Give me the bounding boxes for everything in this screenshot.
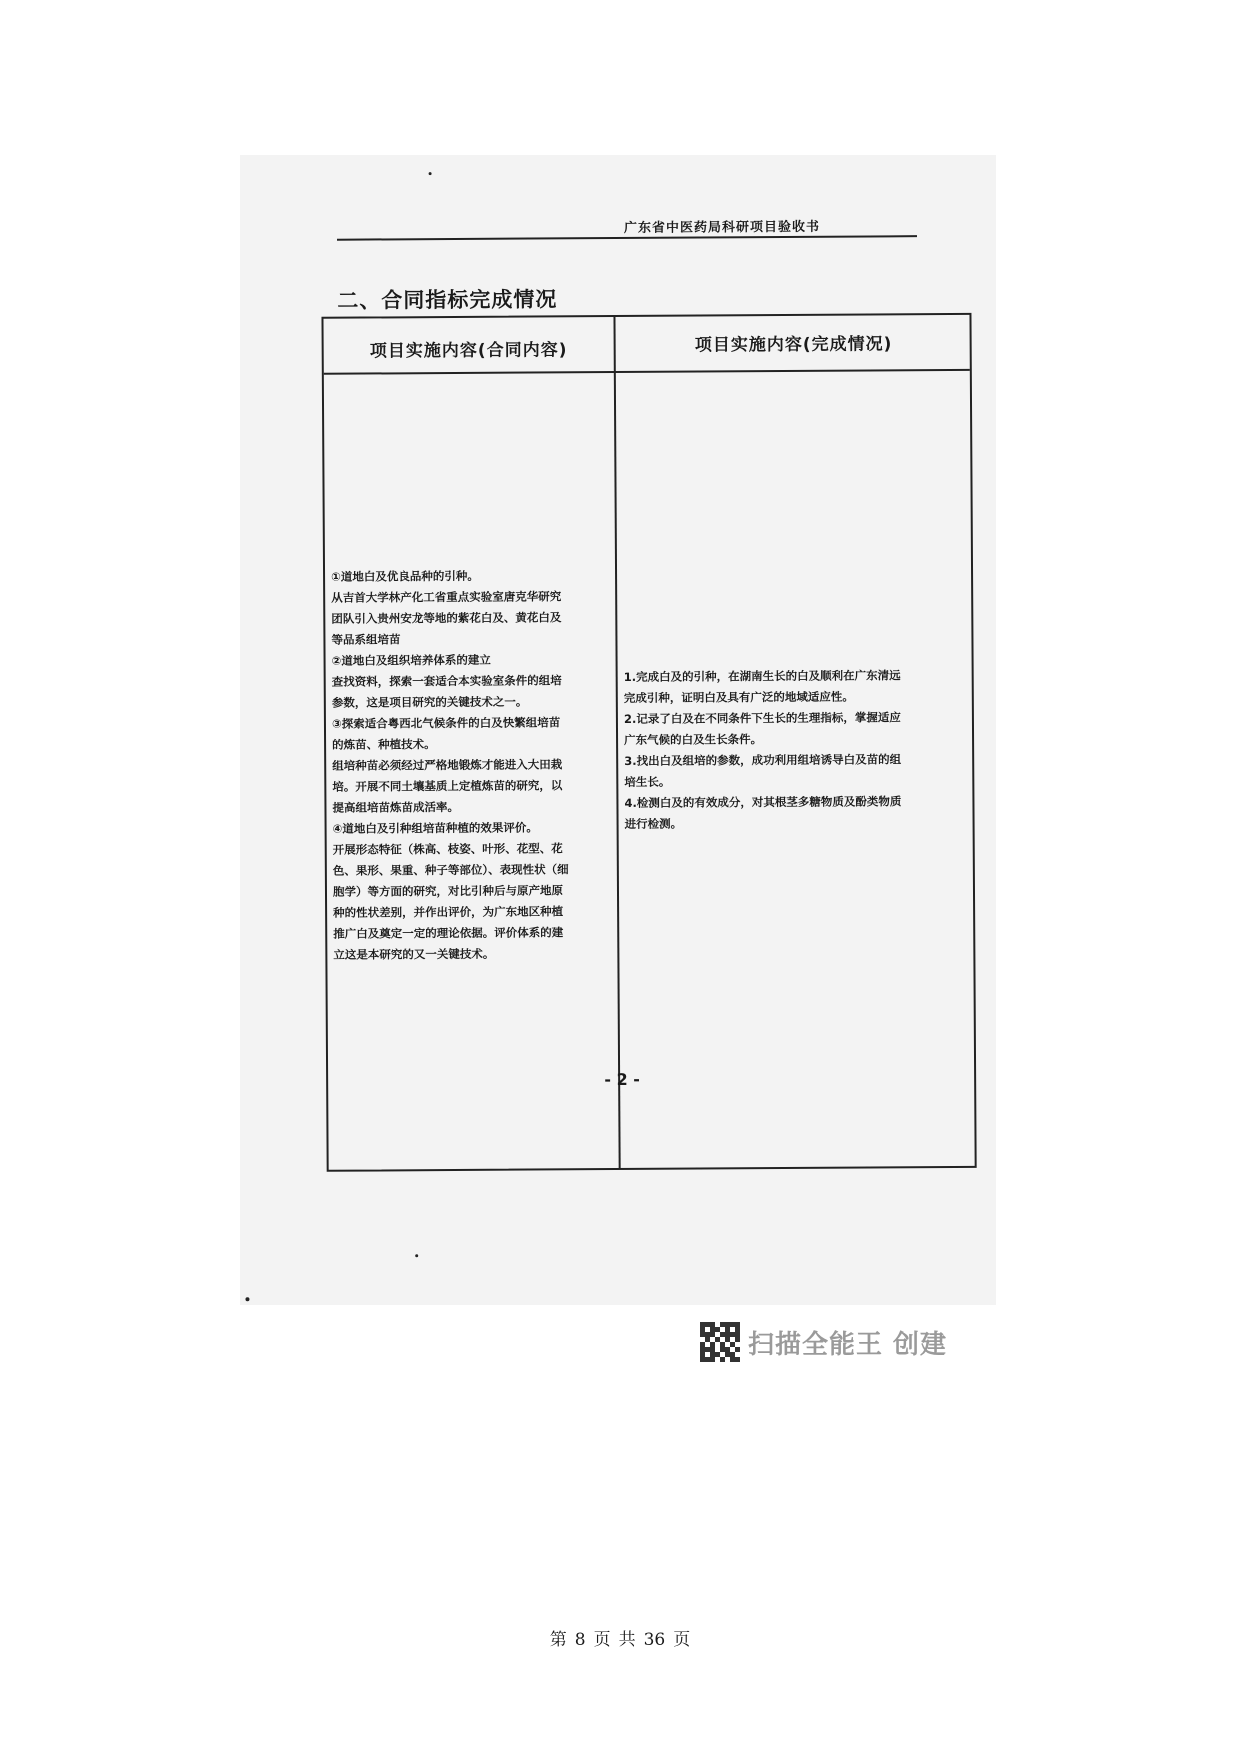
footer-total-pages: 36 <box>643 1630 666 1650</box>
contract-text-line: 团队引入贵州安龙等地的紫花白及、黄花白及 <box>331 610 562 626</box>
watermark-text: 扫描全能王 创建 <box>748 1329 948 1360</box>
contract-text-line: 参数，这是项目研究的关键技术之一。 <box>331 694 528 710</box>
contract-text-line: 胞学）等方面的研究，对比引种后与原产地原 <box>332 883 564 899</box>
column-header-completion: 项目实施内容(完成情况) <box>694 334 893 356</box>
contract-text-line: 开展形态特征（株高、枝姿、叶形、花型、花 <box>332 841 563 857</box>
document-header: 广东省中医药局科研项目验收书 <box>623 219 820 236</box>
scan-speck <box>245 1297 249 1301</box>
contract-text-line: 查找资料，探索一套适合本实验室条件的组培 <box>331 673 562 689</box>
header-rule <box>337 235 917 241</box>
completion-content-cell <box>624 665 969 835</box>
contract-text-line: 从吉首大学林产化工省重点实验室唐克华研究 <box>331 589 562 605</box>
scan-speck <box>415 1254 418 1257</box>
scanned-page <box>240 155 996 1305</box>
completion-text-line: 1.完成白及的引种，在湖南生长的白及顺利在广东清远 <box>623 668 901 684</box>
qr-code-icon <box>700 1322 740 1362</box>
contract-text-line: ①道地白及优良品种的引种。 <box>331 568 479 584</box>
completion-text-line: 2.记录了白及在不同条件下生长的生理指标，掌握适应 <box>623 710 901 726</box>
contract-text-line: 提高组培苗炼苗成活率。 <box>332 799 460 815</box>
contract-text-line: 种的性状差别，并作出评价，为广东地区种植 <box>333 904 564 920</box>
completion-text-line: 进行检测。 <box>624 816 683 831</box>
section-title: 二、合同指标完成情况 <box>337 287 558 313</box>
completion-text-line: 3.找出白及组培的参数，成功利用组培诱导白及苗的组 <box>624 752 902 768</box>
inner-page-number: - 2 - <box>604 1069 640 1090</box>
contract-table <box>321 313 976 1172</box>
column-header-contract: 项目实施内容(合同内容) <box>369 340 568 362</box>
completion-text-line: 完成引种，证明白及具有广泛的地域适应性。 <box>623 689 854 705</box>
contract-text-line: 组培种苗必须经过严格地锻炼才能进入大田栽 <box>332 757 563 773</box>
footer-total-word: 共 <box>618 1630 636 1650</box>
completion-text-line: 4.检测白及的有效成分，对其根茎多糖物质及酚类物质 <box>624 794 902 810</box>
contract-text-line: 立这是本研究的又一关键技术。 <box>333 946 495 962</box>
contract-text-line: ③探索适合粤西北气候条件的白及快繁组培苗 <box>331 715 561 731</box>
completion-text-line: 广东气候的白及生长条件。 <box>624 732 763 747</box>
contract-text-line: 等品系组培苗 <box>331 632 401 647</box>
footer-current-page: 8 <box>574 1630 586 1650</box>
column-divider <box>613 317 620 1168</box>
header-row-rule <box>324 369 970 375</box>
footer-prefix: 第 <box>549 1630 567 1650</box>
contract-text-line: 的炼苗、种植技术。 <box>332 737 436 752</box>
scanner-watermark <box>700 1322 947 1362</box>
footer-suffix: 页 <box>673 1630 691 1650</box>
scanned-page-content <box>236 153 999 1308</box>
footer-page-word: 页 <box>593 1630 611 1650</box>
contract-text-line: 培。开展不同土壤基质上定植炼苗的研究，以 <box>332 778 563 794</box>
contract-text-line: ②道地白及组织培养体系的建立 <box>331 652 491 668</box>
scan-speck <box>429 172 432 175</box>
contract-text-line: ④道地白及引种组培苗种植的效果评价。 <box>332 820 538 836</box>
page-footer <box>0 1625 1240 1650</box>
contract-text-line: 推广白及奠定一定的理论依据。评价体系的建 <box>333 925 564 941</box>
completion-text-line: 培生长。 <box>624 774 671 789</box>
contract-content-cell <box>331 565 609 966</box>
contract-text-line: 色、果形、果重、种子等部位）、表现性状（细 <box>332 862 569 878</box>
